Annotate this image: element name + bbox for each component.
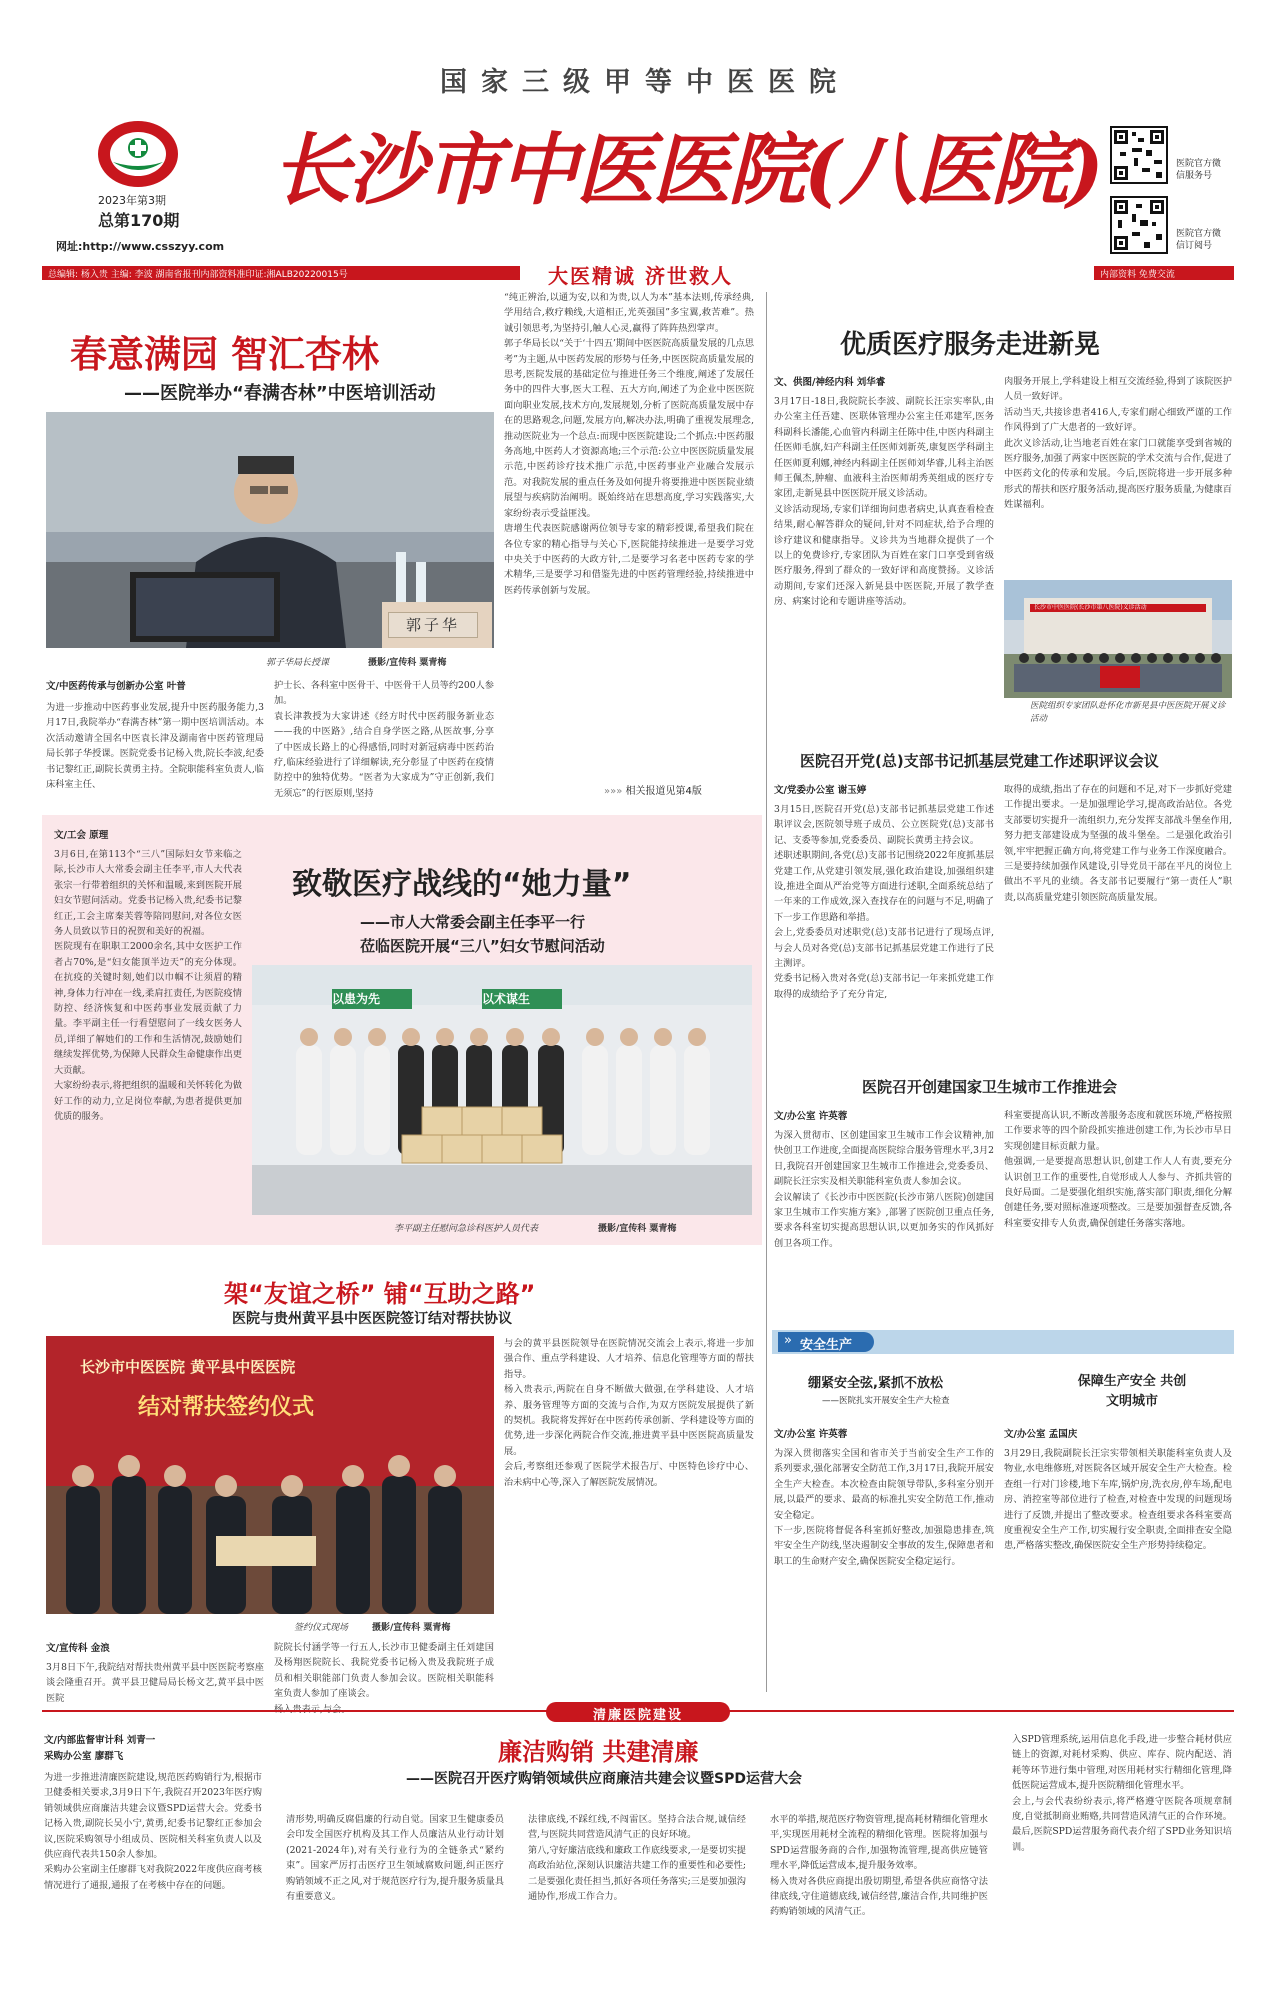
safety-section-tab xyxy=(778,1332,874,1352)
story-guizhou-partnership xyxy=(42,1262,762,1704)
clean-section-label: 清廉医院建设 xyxy=(592,1708,683,1723)
website: 网址:http://www.csszyy.com xyxy=(56,240,225,253)
story2-byline: 文、供图/神经内科 刘华睿 xyxy=(774,377,886,388)
story1-title: 春意满园 智汇杏林 xyxy=(70,333,379,376)
story1-related-link[interactable]: 相关报道见第4版 xyxy=(625,786,702,797)
story4-banner-right: 以术谋生 xyxy=(482,992,531,1006)
story-xinhuang-service xyxy=(772,290,1234,730)
story1-nameplate: 郭子华 xyxy=(388,612,478,638)
story4-caption-person: 李平副主任慰问急诊科医护人员代表 xyxy=(394,1224,539,1234)
story8-subtitle: ——医院召开医疗购销领域供应商廉洁共建会议暨SPD运营大会 xyxy=(406,1771,802,1787)
story6-col1: 3月8日下午,我院结对帮扶贵州黄平县中医医院考察座谈会隆重召开。黄平县卫健局局长杨文艺,黄平县中医医院 xyxy=(46,1662,264,1704)
story-spring-training xyxy=(42,290,762,810)
story3-byline: 文/党委办公室 谢玉婷 xyxy=(774,785,867,796)
story1-related[interactable] xyxy=(604,782,702,797)
story4-subtitle2: 莅临医院开展“三八”妇女节慰问活动 xyxy=(360,937,605,955)
chevron-right-icon: » xyxy=(784,1333,792,1348)
slogan: 大医精诚 济世救人 xyxy=(548,264,733,288)
issue-year: 2023年第3期 xyxy=(98,194,166,207)
story8-col4: 水平的举措,规范医疗物资管理,提高耗材精细化管理水平,实现医用耗材全流程的精细化管理。医院将加强与SPD运营服务商的合作,加强物流管理,提高供应链管理水平,降低运营成本,提升服务效率。 杨入贵对各供应商提出殷切期望,希望各供应商恪守法律底线,守住道德底线,诚信经营,廉洁合作,共同维护医药购销领域的风清气正。 xyxy=(770,1814,988,1918)
story8-byline1: 文/内部监督审计科 刘青一 xyxy=(44,1735,156,1746)
story2-col2: 肉服务开展上,学科建设上相互交流经验,得到了该院医护人员一致好评。 活动当天,共接诊患者416人,专家们耐心细致严谨的工作作风得到了广大患者的一致好评。 此次义诊活动,让当地老百姓在家门口就能享受到省城的医疗服务,加强了两家中医医院的学术交流与合作,促进了中医药文化的传承和发展。今后,医院将进一步开展多种形式的帮扶和医疗服务活动,提高医疗服务质量,为健康百姓谋福利。 xyxy=(1004,376,1232,511)
double-arrow-icon: »»» xyxy=(604,786,623,797)
story5-col2: 科室要提高认识,不断改善服务态度和就医环境,严格按照工作要求等的四个阶段抓实推进创建工作,为长沙市早日实现创建目标贡献力量。 他强调,一是要提高思想认识,创建工作人人有责,要充分认识创卫工作的重要性,自觉形成人人参与、齐抓共管的良好局面。二是要强化组织实施,落实部门职责,细化分解创建任务,要对照标准逐项整改。三是要加强督查反馈,各科室要安排专人负责,确保创建任务落实落地。 xyxy=(1004,1110,1232,1229)
story-party-review xyxy=(772,742,1234,1060)
safety-left-title: 绷紧安全弦,紧抓不放松 xyxy=(808,1376,943,1391)
safety-left-byline: 文/办公室 许英蓉 xyxy=(774,1429,848,1440)
story4-banner-left: 以患为先 xyxy=(332,992,381,1006)
brand-calligraphy: 长沙市中医医院(八医院) xyxy=(272,125,1102,216)
safety-right-byline: 文/办公室 孟国庆 xyxy=(1004,1429,1078,1440)
story2-banner: 长沙市中医医院(长沙市第八医院)义诊活动 xyxy=(1034,604,1147,611)
safety-right-title: 保障生产安全 共创文明城市 xyxy=(1077,1374,1187,1409)
story1-caption-person: 郭子华局长授课 xyxy=(266,658,330,668)
story8-col3: 法律底线,不踩红线,不闯雷区。坚持合法合规,诚信经营,与医院共同营造风清气正的良好环境。 第八,守好廉洁底线和廉政工作底线要求,一是要切实提高政治站位,深刻认识廉洁共建工作的重要性和必要性;二是要强化责任担当,抓好各项任务落实;三是要加强沟通协作,形成工作合力。 xyxy=(528,1814,746,1903)
qr-label-subscription: 医院官方微信订阅号 xyxy=(1176,229,1222,251)
story5-col1: 为深入贯彻市、区创建国家卫生城市工作会议精神,加快创卫工作进度,全面提高医院综合服务管理水平,3月2日,我院召开创建国家卫生城市工作推进会,党委委员、副院长汪宗实及相关职能科室负责人参加会议。 会议解读了《长沙市中医医院(长沙市第八医院)创建国家卫生城市工作实施方案》,部署了医院创卫重点任务,要求各科室切实提高思想认识,以更加务实的作风抓好创卫各项工作。 xyxy=(774,1130,994,1249)
story6-subtitle: 医院与贵州黄平县中医医院签订结对帮扶协议 xyxy=(232,1311,512,1327)
story4-subtitle1: ——市人大常委会副主任李平一行 xyxy=(360,913,586,931)
story8-col5: 入SPD管理系统,运用信息化手段,进一步整合耗材供应链上的资源,对耗材采购、供应、库存、院内配送、消耗等环节进行集中管理,对医用耗材实行精细化管理,降低医院运营成本,提升医院精细化管理水平。 会上,与会代表纷纷表示,将严格遵守医院各项规章制度,自觉抵制商业贿赂,共同营造风清气正的合作环境。最后,医院SPD运营服务商代表介绍了SPD业务知识培训。 xyxy=(1012,1734,1232,1853)
qr-code-service xyxy=(1110,126,1168,184)
qr-code-subscription xyxy=(1110,196,1168,254)
story-clean-procurement xyxy=(42,1726,1234,1996)
qr-label-service: 医院官方微信服务号 xyxy=(1176,159,1222,181)
story6-photo xyxy=(46,1336,494,1614)
story6-caption: 签约仪式现场 xyxy=(294,1623,349,1633)
internal-note: 内部资料 免费交流 xyxy=(1100,270,1175,280)
story6-caption-credit: 摄影/宣传科 粟青梅 xyxy=(372,1623,451,1633)
safety-section-label: 安全生产 xyxy=(800,1338,853,1353)
story2-title: 优质医疗服务走进新晃 xyxy=(840,330,1101,360)
safety-left-body: 为深入贯彻落实全国和省市关于当前安全生产工作的系列要求,强化部署安全防范工作,3月17日,我院开展安全生产大检查。本次检查由院领导带队,多科室分别开展,以最严的要求、最高的标准扎实安全防范工作,推动安全稳定。 下一步,医院将督促各科室抓好整改,加强隐患排查,筑牢安全生产防线,坚决遏制安全事故的发生,保障患者和职工的生命财产安全,确保医院安全稳定运行。 xyxy=(774,1448,994,1567)
safety-section-bar xyxy=(772,1330,1234,1354)
story8-byline2: 采购办公室 廖群飞 xyxy=(44,1751,124,1762)
safety-right-body: 3月29日,我院副院长汪宗实带领相关职能科室负责人及物业,水电维修班,对医院各区域开展安全生产大检查。检查组一行对门诊楼,地下车库,锅炉房,洗衣房,停车场,配电房、消控室等部位进行了检查,对检查中发现的问题现场进行了反馈,并提出了整改要求。检查组要求各科室要高度重视安全生产工作,切实履行安全职责,全面排查安全隐患,严格落实整改,确保医院安全生产形势持续稳定。 xyxy=(1004,1448,1232,1552)
story6-byline: 文/宣传科 金浪 xyxy=(46,1643,110,1654)
story4-byline: 文/工会 原理 xyxy=(54,830,109,841)
story6-col2: 院院长付涵学等一行五人,长沙市卫健委副主任刘建国及杨翔医院院长、我院党委书记杨入贵及我院班子成员和相关职能部门负责人参加会议。医院相关职能科室负责人参加了座谈会。 xyxy=(274,1642,494,1700)
safety-left-subtitle: ——医院扎实开展安全生产大检查 xyxy=(822,1396,950,1406)
story-womens-day xyxy=(42,815,762,1245)
story2-caption: 医院组织专家团队赴怀化市新晃县中医医院开展义诊活动 xyxy=(1030,701,1226,724)
issue-total: 总第170期 xyxy=(98,211,180,230)
story1-caption-credit: 摄影/宣传科 粟青梅 xyxy=(368,658,447,668)
story1-subtitle: ——医院举办“春满杏林”中医培训活动 xyxy=(124,383,436,404)
story1-byline: 文/中医药传承与创新办公室 叶普 xyxy=(46,681,186,692)
story3-col2: 取得的成绩,指出了存在的问题和不足,对下一步抓好党建工作提出要求。一是加强理论学习,提高政治站位。各党支部要切实提升一流组织力,充分发挥支部战斗堡垒作用,努力把支部建设成为坚强的战斗堡垒。二是强化政治引领,牢牢把握正确方向,将党建工作与业务工作深度融合。三是要持续加强作风建设,引导党员干部在平凡的岗位上做出不平凡的业绩。各支部书记要履行“第一责任人”职责,以高质量党建引领医院高质量发展。 xyxy=(1004,784,1232,903)
story8-col2: 清形势,明确反腐倡廉的行动自觉。国家卫生健康委员会印发全国医疗机构及其工作人员廉洁从业行动计划(2021-2024年),对有关行业行为的全链条式“紧约束”。国家严厉打击医疗卫生领域腐败问题,纠正医疗购销领域不正之风,对于规范医疗行为,提升服务质量具有重要意义。 xyxy=(286,1814,504,1903)
story4-caption-credit: 摄影/宣传科 粟青梅 xyxy=(598,1224,677,1234)
story3-col1: 3月15日,医院召开党(总)支部书记抓基层党建工作述职评议会,医院领导班子成员、公立医院党(总)支部书记、支委等参加,党委委员、副院长黄勇主持会议。 述职述职期间,各党(总)支部书记围绕2022年度抓基层党建工作,从党建引领发展,强化政治建设,加强组织建设,推进全面从严治党等方面进行述职,全面系统总结了一年来的工作成效,深入查找存在的问题与不足,明确了下一步工作思路和举措。 会上,党委委员对述职党(总)支部书记进行了现场点评,与会人员对各党(总)支部书记抓基层党建工作进行了民主测评。 党委书记杨入贵对各党(总)支部书记一年来抓党建工作取得的成绩给予了充分肯定, xyxy=(774,804,994,1000)
story5-byline: 文/办公室 许英蓉 xyxy=(774,1111,848,1122)
story3-title: 医院召开党(总)支部书记抓基层党建工作述职评议会议 xyxy=(800,752,1159,770)
story6-title: 架“友谊之桥” 铺“互助之路” xyxy=(224,1280,536,1308)
story1-col2: 护士长、各科室中医骨干、中医骨干人员等约200人参加。 袁长津教授为大家讲述《经方时代中医药服务新业态——我的中医路》,结合自身学医之路,从医故事,分享了中医成长路上的心得感悟,同时对新冠病毒中医药治疗,临床经验进行了详细解读,充分彰显了中医药在疫情防控中的独特优势。“医者为大家成为”守正创新,我们无须忘”的行医原则,坚持 xyxy=(274,680,494,799)
story-sanitary-city xyxy=(772,1070,1234,1314)
story8-col1: 为进一步推进清廉医院建设,规范医药购销行为,根据市卫健委相关要求,3月9日下午,我院召开2023年医疗购销领域供应商廉洁共建会议暨SPD运营大会。党委书记杨入贵,副院长吴小宁,黄勇,纪委书记黎红正参加会议,医院采购领导小组成员、医院相关科室负责人以及供应商代表共150余人参加。 采购办公室副主任廖群飞对我院2022年度供应商考核情况进行了通报,通报了在考核中存在的问题。 xyxy=(44,1772,262,1891)
story1-col1: 为进一步推动中医药事业发展,提升中医药服务能力,3月17日,我院举办“春满杏林”第一期中医培训活动。本次活动邀请全国名中医袁长津及湖南省中医药管理局局长郭子华授课。医院党委书记杨入贵,院长李波,纪委书记黎红正,副院长黄勇主持。全院职能科室负责人,临床科室主任、 xyxy=(46,702,264,791)
story6-banner-line2: 结对帮扶签约仪式 xyxy=(138,1395,315,1420)
story8-title: 廉洁购销 共建清廉 xyxy=(498,1738,699,1766)
story2-photo xyxy=(1004,580,1232,698)
story1-col3: “纯正辨治,以通为安,以和为贵,以人为本”基本法则,传承经典,学用结合,救疗赖线,大道相正,光英强国”多宝翼,救苦难”。热诚引领思考,为坚持引,触人心灵,赢得了阵阵热烈掌声。 郭子华局长以“关于‘十四五’期间中医医院高质量发展的几点思考”为主题,从中医药发展的形势与任务,中医医院高质量发展的思考,医院发展的基础定位与推进任务三个维度,阐述了发展任务中的四件大事,医大工程、五大方向,阐述了为企业中医医院面向职业发展,技术方向,发展规划,分析了医院高质量发展中存在的思路观念,问题,发展方向,解决办法,明确了重视发展理念,推动医院业为一个总点:而现中医医院建设;二个抓点:中医药服务高地,中医药人才资源高地;三个示范:公立中医医院质量发展示范,中医药诊疗技术推广示范,中医药事业产业融合发展示范。对我院发展的重点任务及如何提升将要推进中医医院业绩展望与疾病防治阐明。既始终站在思想高度,学习实践落实,大家纷纷表示受益匪浅。 唐增生代表医院感谢两位领导专家的精彩授课,希望我们院在各位专家的精心指导与关心下,医院能持续推进一是要学习党中央关于中医药的大政方针,二是要学习名老中医药专家的学术精华,三是要学习和借鉴先进的中医药管理经验,持续推进中医药传承创新与发展。 xyxy=(504,292,754,596)
masthead xyxy=(0,0,1276,288)
editors-line: 总编辑: 杨入贵 主编: 李波 湖南省报刊内部资料准印证:湘ALB20220015号 xyxy=(48,270,348,280)
hospital-logo xyxy=(95,118,181,190)
story4-col1: 3月6日,在第113个“三八”国际妇女节来临之际,长沙市人大常委会副主任李平,市人大代表张宗一行带着组织的关怀和温暖,来到医院开展妇女节慰问活动。党委书记杨入贵,纪委书记黎红正,工会主席秦芙蓉等陪同慰问,对各位女医务人员致以节日的祝贺和美好的祝福。 医院现有在职职工2000余名,其中女医护工作者占70%,是“妇女能顶半边天”的充分体现。在抗疫的关键时刻,她们以巾帼不让须眉的精神,身体力行冲在一线,柔肩扛责任,为医院疫情防控、经济恢复和中医药事业发展贡献了力量。李平副主任一行看望慰问了一线女医务人员,详细了解她们的工作和生活情况,鼓励她们继续发挥优势,为保障人民群众生命健康作出更大贡献。 大家纷纷表示,将把组织的温暖和关怀转化为做好工作的动力,立足岗位奉献,为患者提供更加优质的服务。 xyxy=(54,849,242,1122)
story4-title: 致敬医疗战线的“她力量” xyxy=(292,867,632,902)
story6-banner-line1: 长沙市中医医院 黄平县中医医院 xyxy=(80,1358,296,1376)
clean-section-tab xyxy=(546,1702,730,1722)
column-divider xyxy=(766,292,767,1692)
story6-col3: 与会的黄平县医院领导在医院情况交流会上表示,将进一步加强合作、重点学科建设、人才培养、信息化管理等方面的帮扶指导。 杨入贵表示,两院在自身不断做大做强,在学科建设、人才培养、服务管理等方面的交流与合作,为双方医院发展提供了新的契机。我院将发挥好在中医药传承创新、学科建设等方面的优势,进一步深化两院合作交流,推进黄平县中医医院高质量发展。 会后,考察组还参观了医院学术报告厅、中医特色诊疗中心、治未病中心等,深入了解医院发展情况。 xyxy=(504,1338,754,1488)
section-safety xyxy=(772,1330,1234,1692)
story5-title: 医院召开创建国家卫生城市工作推进会 xyxy=(862,1078,1118,1096)
grade-title: 国家三级甲等中医医院 xyxy=(440,67,850,98)
story2-col1: 3月17日-18日,我院院长李波、副院长汪宗实率队,由办公室主任吾建、医联体管理办公室主任邓建军,医务科副科长潘能,心血管内科副主任陈中佳,中医内科副主任医师毛旗,妇产科副主任医师刘新英,康复医学科副主任医师夏利娜,神经内科副主任医师刘华睿,儿科主治医师王佩杰,肿瘤、血液科主治医师胡秀英组成的医疗专家团,走新晃县中医医院开展义诊活动。 义诊活动现场,专家们详细询问患者病史,认真查看检查结果,耐心解答群众的疑问,针对不同症状,给予合理的诊疗建议和健康指导。义诊共为当地群众提供了一个以上的免费诊疗,专家团队为百姓在家门口享受到省级医疗服务,得到了群众的一致好评和高度赞扬。义诊活动期间,专家们还深入新晃县中医医院,开展了教学查房、病案讨论和专题讲座等活动。 xyxy=(774,396,994,608)
